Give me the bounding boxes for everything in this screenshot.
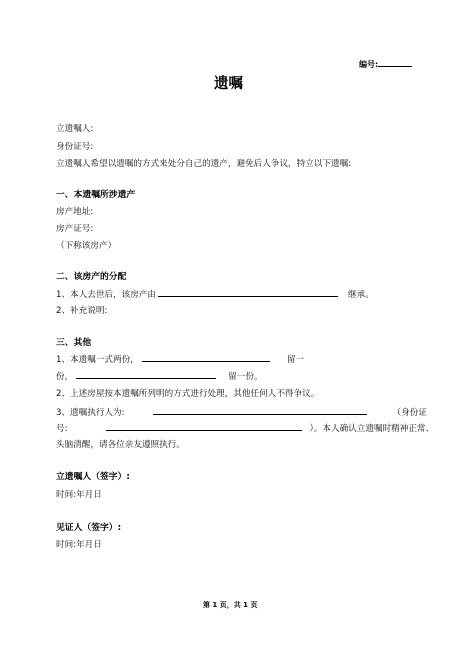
copy-holder-blank-1 [142,352,270,362]
property-cert-field: 房产证号: [56,224,94,234]
inheritance-line: 1、本人去世后，该房产由 继承。 [56,287,374,300]
witness-signature-label: 见证人（签字）: [56,523,122,533]
no-dispute-line: 2、上述房屋按本遗嘱所列明的方式进行处理，其他任何人不得争议。 [56,389,320,399]
section3-heading: 三、其他 [56,338,92,348]
executor-id-line: 号: ）。本人确认立遗嘱时精神正常、 [56,421,434,434]
testator-signature-time: 时间:年月日 [56,490,102,500]
copies-line: 1、本遗嘱一式两份， 留一 [56,352,304,365]
property-note: （下称该房产） [56,241,117,251]
heir-blank [158,287,338,297]
executor-line: 3、遗嘱执行人为: （身份证 [56,405,427,418]
testator-signature-label: 立遗嘱人（签字）: [56,472,130,482]
executor-blank [153,405,367,415]
page-footer: 第 1 页，共 1 页 [203,601,258,609]
section2-heading: 二、该房产的分配 [56,272,127,282]
copy-holder-blank-2 [76,369,216,379]
executor-id-blank [106,421,302,431]
copies-line-2: 份， 留一份。 [56,369,263,382]
id-number-field: 身份证号: [56,142,94,152]
witness-signature-time: 时间:年月日 [56,540,102,550]
section1-heading: 一、本遗嘱所涉遗产 [56,190,136,200]
supplement-line: 2、补充说明: [56,306,108,316]
testator-field: 立遗嘱人: [56,124,94,134]
closing-line: 头脑清醒，请各位亲友遵照执行。 [56,440,185,450]
property-address-field: 房产地址: [56,207,94,217]
document-title: 遗嘱 [214,76,243,92]
number-label: 编号: [359,57,412,70]
intro-statement: 立遗嘱人希望以遗嘱的方式来处分自己的遗产，避免后人争议，特立以下遗嘱: [56,159,352,169]
number-blank [378,57,412,67]
